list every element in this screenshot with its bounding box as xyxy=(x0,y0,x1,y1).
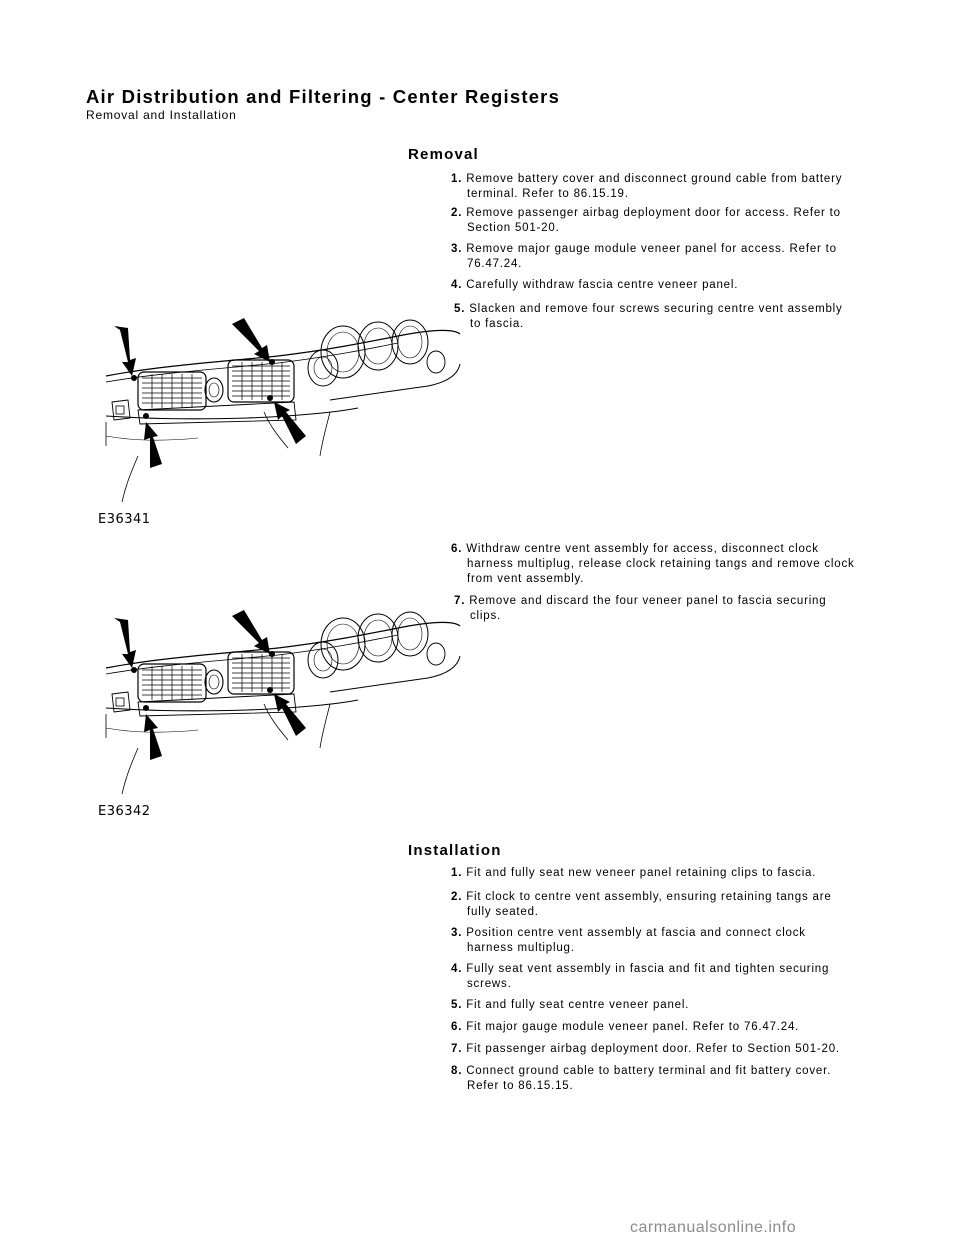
page-subtitle: Removal and Installation xyxy=(86,108,237,122)
step-number: 4. xyxy=(451,279,463,291)
installation-step-6 xyxy=(451,1020,881,1035)
page-title: Air Distribution and Filtering - Center Registers xyxy=(86,86,561,107)
step-text-line: Fully seat vent assembly in fascia and fit and tighten securing xyxy=(466,963,830,975)
step-number: 2. xyxy=(451,207,463,219)
step-number: 3. xyxy=(451,927,463,939)
step-text-line: Fit major gauge module veneer panel. Refer to 76.47.24. xyxy=(466,1021,800,1033)
step-number: 3. xyxy=(451,243,463,255)
step-text-line: screws. xyxy=(467,978,512,990)
step-text-line: Section 501-20. xyxy=(467,222,560,234)
step-number: 6. xyxy=(451,1021,463,1033)
step-text-line: Withdraw centre vent assembly for access, disconnect clock xyxy=(466,543,819,555)
removal-step-4 xyxy=(451,278,881,293)
step-text-line: harness multiplug. xyxy=(467,942,575,954)
step-number: 4. xyxy=(451,963,463,975)
installation-step-4 xyxy=(451,962,881,992)
figure-e36341 xyxy=(94,312,474,512)
step-text-line: Refer to 86.15.15. xyxy=(467,1080,574,1092)
removal-step-2 xyxy=(451,206,881,236)
installation-step-1 xyxy=(451,866,881,881)
step-number: 5. xyxy=(454,303,466,315)
installation-step-3 xyxy=(451,926,881,956)
step-text-line: 76.47.24. xyxy=(467,258,523,270)
step-number: 1. xyxy=(451,867,463,879)
watermark-link[interactable]: carmanualsonline.info xyxy=(630,1219,797,1236)
step-number: 7. xyxy=(454,595,466,607)
figure-label: E36341 xyxy=(98,512,151,527)
removal-step-5 xyxy=(454,302,884,332)
removal-step-3 xyxy=(451,242,881,272)
step-text-line: to fascia. xyxy=(470,318,525,330)
step-number: 2. xyxy=(451,891,463,903)
installation-step-5 xyxy=(451,998,881,1013)
step-number: 1. xyxy=(451,173,463,185)
step-text-line: Fit clock to centre vent assembly, ensuring retaining tangs are xyxy=(466,891,832,903)
step-text-line: Remove passenger airbag deployment door for access. Refer to xyxy=(466,207,841,219)
step-text-line: Carefully withdraw fascia centre veneer panel. xyxy=(466,279,739,291)
step-text-line: harness multiplug, release clock retaining tangs and remove clock xyxy=(467,558,855,570)
step-number: 6. xyxy=(451,543,463,555)
step-text-line: fully seated. xyxy=(467,906,539,918)
step-text-line: Fit passenger airbag deployment door. Refer to Section 501-20. xyxy=(466,1043,840,1055)
step-text-line: Fit and fully seat new veneer panel retaining clips to fascia. xyxy=(466,867,817,879)
installation-heading: Installation xyxy=(408,842,502,859)
figure-label: E36342 xyxy=(98,804,151,819)
step-text-line: clips. xyxy=(470,610,502,622)
installation-step-2 xyxy=(451,890,881,920)
step-number: 8. xyxy=(451,1065,463,1077)
installation-step-8 xyxy=(451,1064,881,1094)
step-text-line: Remove and discard the four veneer panel to fascia securing xyxy=(469,595,827,607)
step-text-line: Position centre vent assembly at fascia and connect clock xyxy=(466,927,806,939)
installation-step-7 xyxy=(451,1042,881,1057)
step-text-line: Remove major gauge module veneer panel for access. Refer to xyxy=(466,243,837,255)
step-text-line: Fit and fully seat centre veneer panel. xyxy=(466,999,690,1011)
step-text-line: from vent assembly. xyxy=(467,573,585,585)
removal-step-7 xyxy=(454,594,884,624)
step-text-line: Connect ground cable to battery terminal and fit battery cover. xyxy=(466,1065,832,1077)
figure-e36342 xyxy=(94,604,474,804)
removal-step-1 xyxy=(451,172,881,202)
step-text-line: Remove battery cover and disconnect ground cable from battery xyxy=(466,173,843,185)
removal-step-6 xyxy=(451,542,881,587)
step-number: 7. xyxy=(451,1043,463,1055)
step-number: 5. xyxy=(451,999,463,1011)
step-text-line: terminal. Refer to 86.15.19. xyxy=(467,188,629,200)
removal-heading: Removal xyxy=(408,146,479,163)
step-text-line: Slacken and remove four screws securing centre vent assembly xyxy=(469,303,843,315)
